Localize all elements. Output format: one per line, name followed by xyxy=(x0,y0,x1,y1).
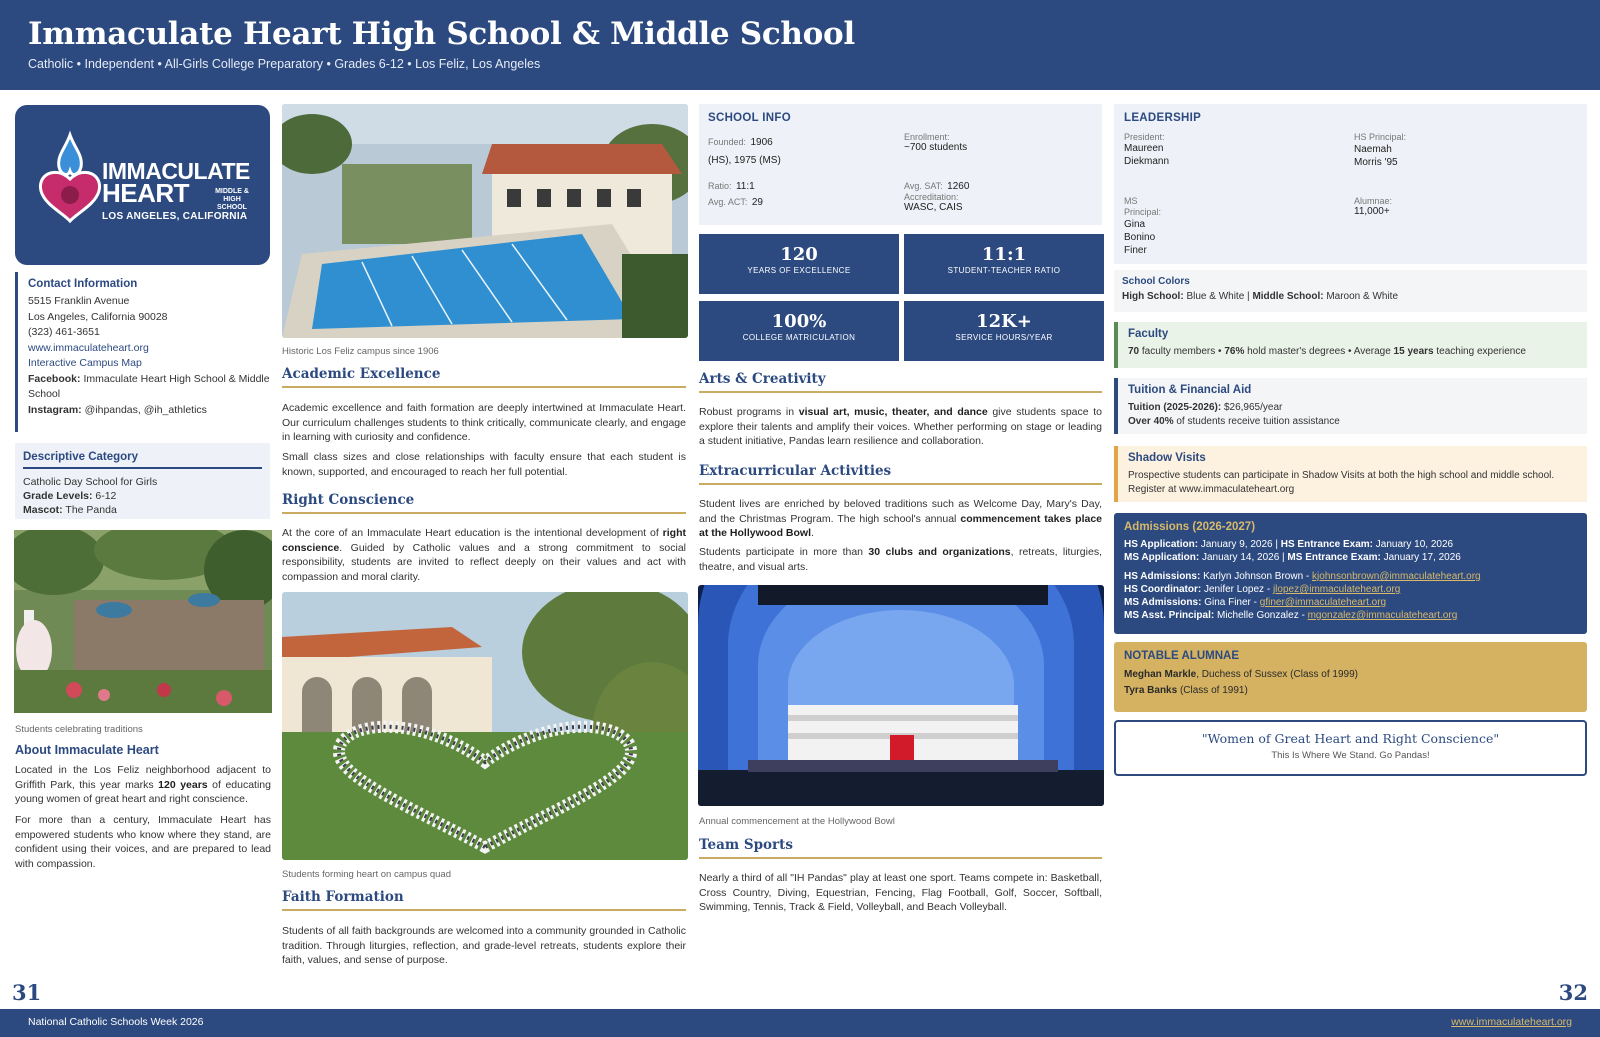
contact-email-1[interactable]: kjohnsonbrown@immaculateheart.org xyxy=(1312,571,1481,582)
contact-label-4: MS Asst. Principal: xyxy=(1124,610,1215,621)
tuition-value: $26,965/year xyxy=(1223,402,1283,413)
academic-paragraph-2: Small class sizes and close relationships with faculty ensure that each student is known, supported, and encouraged to reach her full potential. xyxy=(282,451,686,478)
arts-paragraph xyxy=(699,405,1102,449)
faculty-title: Faculty xyxy=(1128,328,1169,340)
ms-dates xyxy=(1124,551,1577,564)
hs-exam-label: HS Entrance Exam: xyxy=(1280,539,1374,550)
academic-paragraph-1: Academic excellence and faith formation are deeply intertwined at Immaculate Heart. Our curriculum challenges students to think critically, communicate clearly, and engage in learning with curiosity and confidence. xyxy=(282,402,686,443)
ms-principal-value: Gina Bonino Finer xyxy=(1124,219,1156,256)
contact-label-3: MS Admissions: xyxy=(1124,597,1202,608)
sat-label: Avg. SAT: xyxy=(904,181,943,191)
footer-website-link[interactable]: www.immaculateheart.org xyxy=(1451,1016,1572,1028)
address-line-1: 5515 Franklin Avenue xyxy=(28,295,130,307)
ms-exam-value: January 17, 2026 xyxy=(1383,552,1461,563)
school-logo xyxy=(15,105,270,265)
ms-admissions-contact xyxy=(1124,596,1577,609)
tuition-panel xyxy=(1114,378,1587,434)
academic-title: Academic Excellence xyxy=(282,366,686,388)
arts-text-a: Robust programs in xyxy=(699,406,799,418)
logo-city: LOS ANGELES, CALIFORNIA xyxy=(102,211,248,222)
campus-caption: Historic Los Feliz campus since 1906 xyxy=(282,346,439,357)
act-label: Avg. ACT: xyxy=(708,197,748,207)
faculty-years: 15 years xyxy=(1393,346,1434,357)
sports-paragraph: Nearly a third of all "IH Pandas" play at least one sport. Teams compete in: Basketball, Cross Country, Diving, Equestrian, Fencing, Flag Football, Golf, Soccer, Softball, Swimming, Tennis, Track & Field, Volleyball, and Beach Volleyball. xyxy=(699,872,1102,913)
tuition-line-1 xyxy=(1128,401,1577,415)
aid-label: Over 40% xyxy=(1128,415,1174,427)
contact-name-1: Karlyn Johnson Brown - xyxy=(1203,571,1313,582)
alumna-1 xyxy=(1124,667,1577,683)
founded-field xyxy=(708,132,798,168)
colors-ms-label: Middle School: xyxy=(1252,291,1324,302)
conscience-paragraph xyxy=(282,526,686,584)
school-colors-panel xyxy=(1114,270,1587,312)
alumnae-label: Alumnae: xyxy=(1354,196,1393,206)
accreditation-field xyxy=(904,192,963,213)
school-info-title: SCHOOL INFO xyxy=(708,112,791,124)
page-number-right: 32 xyxy=(1558,980,1588,1005)
enrollment-label: Enrollment: xyxy=(904,132,950,142)
logo-word-2: HEART xyxy=(102,178,190,208)
stat-ratio xyxy=(904,234,1104,294)
page-subtitle: Catholic • Independent • All-Girls College Preparatory • Grades 6-12 • Los Feliz, Los Angeles xyxy=(28,57,541,71)
stat-years xyxy=(699,234,899,294)
alumna-2 xyxy=(1124,683,1577,699)
heart-flame-icon xyxy=(35,127,105,227)
enrollment-value: ~700 students xyxy=(904,142,968,153)
tuition-line-2 xyxy=(1128,415,1577,429)
about-text-b: 120 years xyxy=(158,778,208,791)
about-title: About Immaculate Heart xyxy=(15,743,159,757)
grade-levels xyxy=(23,489,262,503)
motto-subline: This Is Where We Stand. Go Pandas! xyxy=(1271,750,1430,761)
hs-principal-label: HS Principal: xyxy=(1354,132,1407,142)
shadow-title: Shadow Visits xyxy=(1128,452,1206,464)
ms-principal-label: MS Principal: xyxy=(1124,196,1162,217)
arts-title: Arts & Creativity xyxy=(699,371,1102,393)
footer-bar xyxy=(0,1009,1600,1037)
mascot xyxy=(23,503,262,517)
extra2-text-c: , retreats, liturgies, theatre, and visual arts. xyxy=(699,546,1102,573)
hs-app-value: January 9, 2026 xyxy=(1200,539,1273,550)
contact-label-1: HS Admissions: xyxy=(1124,571,1201,582)
colors-title: School Colors xyxy=(1122,276,1190,287)
act-value: 29 xyxy=(751,197,763,208)
grades-value: 6-12 xyxy=(95,490,117,502)
faculty-text-f: teaching experience xyxy=(1433,346,1526,357)
faith-title: Faith Formation xyxy=(282,889,686,911)
alumnae-title: NOTABLE ALUMNAE xyxy=(1124,650,1239,662)
contact-title: Contact Information xyxy=(28,278,138,290)
contact-name-4: Michelle Gonzalez - xyxy=(1217,610,1308,621)
faculty-text-d: hold master's degrees • Average xyxy=(1244,346,1394,357)
conscience-text-c: . Guided by Catholic values and a strong commitment to social responsibility, students are invited to reflect deeply on their values and act with compassion and moral clarity. xyxy=(282,541,686,583)
motto-quote: "Women of Great Heart and Right Conscience" xyxy=(1201,731,1500,746)
alumna-1-detail: , Duchess of Sussex (Class of 1999) xyxy=(1196,669,1358,680)
enrollment-field xyxy=(904,132,1094,153)
hs-separator: | xyxy=(1275,539,1278,550)
colors-separator: | xyxy=(1247,291,1250,302)
president-value: Maureen Diekmann xyxy=(1124,143,1170,167)
logo-wordmark xyxy=(102,158,250,211)
leadership-title: LEADERSHIP xyxy=(1124,112,1202,124)
extra2-text-b: 30 clubs and organizations xyxy=(868,546,1011,558)
ratio-label: Ratio: xyxy=(708,181,732,191)
header-banner xyxy=(0,0,1600,90)
facebook-label: Facebook: xyxy=(28,372,81,385)
instagram-value: @ihpandas, @ih_athletics xyxy=(84,403,207,416)
logo-small-text: MIDDLE & HIGH SCHOOL xyxy=(215,188,249,211)
hs-admissions-contact xyxy=(1124,570,1577,583)
stat-years-label: YEARS OF EXCELLENCE xyxy=(747,266,851,275)
extra-text-b: commencement takes place at the Hollywood Bowl xyxy=(699,512,1103,539)
contact-label-2: HS Coordinator: xyxy=(1124,584,1202,595)
faculty-panel xyxy=(1114,322,1587,368)
hs-coordinator-contact xyxy=(1124,583,1577,596)
sat-value: 1260 xyxy=(947,181,970,192)
stat-service xyxy=(904,301,1104,361)
descriptive-category xyxy=(15,443,270,519)
extracurricular-paragraph-2 xyxy=(699,545,1102,574)
alumna-1-name: Meghan Markle xyxy=(1124,669,1197,680)
ms-app-label: MS Application: xyxy=(1124,552,1200,563)
president-label: President: xyxy=(1124,132,1165,142)
logo-word-1: IMMACULATE xyxy=(102,158,250,184)
contact-name-2: Jenifer Lopez - xyxy=(1204,584,1273,595)
tuition-title: Tuition & Financial Aid xyxy=(1128,384,1252,396)
stat-college-label: COLLEGE MATRICULATION xyxy=(742,333,856,342)
stat-years-number: 120 xyxy=(780,244,818,265)
faith-paragraph: Students of all faith backgrounds are welcomed into a community grounded in Catholic tradition. Through liturgies, reflection, and grade-level retreats, students explore their faith, values, and sense of purpose. xyxy=(282,925,686,966)
about-text-a: Located in the Los Feliz neighborhood adjacent to Griffith Park, this year marks xyxy=(15,764,271,791)
facebook-value: Immaculate Heart High School & Middle School xyxy=(28,372,270,400)
grades-label: Grade Levels: xyxy=(23,490,93,502)
phone-number: (323) 461-3651 xyxy=(28,326,100,338)
heart-formation-photo xyxy=(282,592,688,860)
contact-email-4[interactable]: mgonzalez@immaculateheart.org xyxy=(1307,610,1458,621)
category-title: Descriptive Category xyxy=(23,451,262,469)
about-text-c: of educating young women of great heart and right conscience. xyxy=(15,778,271,805)
hs-principal-value: Naemah Morris '95 xyxy=(1354,144,1398,168)
mascot-label: Mascot: xyxy=(23,504,63,516)
faculty-percent: 76% xyxy=(1224,346,1245,357)
stat-college xyxy=(699,301,899,361)
accreditation-label: Accreditation: xyxy=(904,192,959,202)
contact-email-3[interactable]: gfiner@immaculateheart.org xyxy=(1259,597,1387,608)
ms-app-value: January 14, 2026 xyxy=(1201,552,1280,563)
colors-ms-value: Maroon & White xyxy=(1326,291,1399,302)
extracurricular-paragraph-1 xyxy=(699,497,1102,541)
contact-email-2[interactable]: jlopez@immaculateheart.org xyxy=(1272,584,1401,595)
founded-label: Founded: xyxy=(708,137,747,147)
extracurricular-title: Extracurricular Activities xyxy=(699,463,1102,485)
shadow-visits-panel xyxy=(1114,446,1587,502)
alumnae-field xyxy=(1354,196,1392,217)
mascot-value: The Panda xyxy=(65,504,117,516)
website-link[interactable]: www.immaculateheart.org xyxy=(28,341,149,354)
ms-asst-principal-contact xyxy=(1124,609,1577,622)
bowl-caption: Annual commencement at the Hollywood Bowl xyxy=(699,816,895,827)
admissions-title: Admissions (2026-2027) xyxy=(1124,521,1256,533)
shadow-text: Prospective students can participate in Shadow Visits at both the high school and middle school. Register at www.immaculateheart.org xyxy=(1128,470,1555,495)
school-info-panel xyxy=(699,104,1102,225)
ms-separator: | xyxy=(1282,552,1285,563)
traditions-caption: Students celebrating traditions xyxy=(15,724,143,735)
colors-line xyxy=(1122,290,1579,304)
colors-hs-value: Blue & White xyxy=(1186,291,1245,302)
conscience-text-a: At the core of an Immaculate Heart education is the intentional development of xyxy=(282,527,663,539)
notable-alumnae-panel xyxy=(1114,642,1587,712)
stat-ratio-number: 11:1 xyxy=(981,244,1027,265)
about-paragraph-2: For more than a century, Immaculate Heart has empowered students who know where they stand, are confident using their voices, and are prepared to lead with compassion. xyxy=(15,814,271,870)
stat-service-number: 12K+ xyxy=(976,311,1032,332)
alumna-2-name: Tyra Banks xyxy=(1124,685,1178,696)
instagram-line xyxy=(28,403,270,419)
extra-text-c: . xyxy=(811,527,814,539)
campus-map-link[interactable]: Interactive Campus Map xyxy=(28,357,142,369)
about-paragraph-1 xyxy=(15,763,271,807)
colors-hs-label: High School: xyxy=(1122,291,1184,302)
ms-principal-field xyxy=(1124,196,1174,257)
stat-ratio-label: STUDENT-TEACHER RATIO xyxy=(947,266,1061,275)
alumna-2-detail: (Class of 1991) xyxy=(1177,685,1248,696)
heart-caption: Students forming heart on campus quad xyxy=(282,869,451,880)
conscience-text-b: right conscience xyxy=(282,527,686,554)
conscience-title: Right Conscience xyxy=(282,492,686,514)
accreditation-value: WASC, CAIS xyxy=(904,202,963,213)
ms-exam-label: MS Entrance Exam: xyxy=(1287,552,1381,563)
address-line-2: Los Angeles, California 90028 xyxy=(28,310,168,323)
arts-text-b: visual art, music, theater, and dance xyxy=(798,406,988,418)
extra-text-a: Student lives are enriched by beloved traditions such as Welcome Day, Mary's Day, and the Christmas Program. The high school's annual xyxy=(699,498,1102,525)
stat-service-label: SERVICE HOURS/YEAR xyxy=(955,333,1053,342)
page-number-left: 31 xyxy=(12,980,42,1005)
act-field xyxy=(708,192,763,210)
aid-value: of students receive tuition assistance xyxy=(1176,415,1340,427)
contact-name-3: Gina Finer - xyxy=(1204,597,1260,608)
instagram-label: Instagram: xyxy=(28,403,82,416)
extra2-text-a: Students participate in more than xyxy=(699,546,869,558)
leadership-panel xyxy=(1114,104,1587,264)
page-title: Immaculate Heart High School & Middle School xyxy=(28,16,855,52)
contact-information xyxy=(15,272,270,432)
category-type: Catholic Day School for Girls xyxy=(23,476,158,488)
footer-event: National Catholic Schools Week 2026 xyxy=(28,1016,204,1028)
arts-text-c: give students space to explore their talents and amplify their voices. Whether performing on stage or leading a student initiative, Pandas learn resilience and collaboration. xyxy=(699,406,1102,447)
facebook-line xyxy=(28,372,270,403)
hollywood-bowl-photo xyxy=(698,585,1104,806)
alumnae-value: 11,000+ xyxy=(1354,206,1390,217)
traditions-photo xyxy=(14,530,272,713)
stat-college-number: 100% xyxy=(771,311,827,332)
hs-principal-field xyxy=(1354,132,1414,169)
president-field xyxy=(1124,132,1184,168)
hs-exam-value: January 10, 2026 xyxy=(1375,539,1454,550)
hs-app-label: HS Application: xyxy=(1124,539,1199,550)
faculty-line xyxy=(1128,345,1577,359)
admissions-panel xyxy=(1114,513,1587,634)
campus-pool-photo xyxy=(282,104,688,338)
hs-dates xyxy=(1124,538,1577,551)
motto-quote-panel xyxy=(1114,720,1587,776)
founded-value: 1906 (HS), 1975 (MS) xyxy=(708,137,781,166)
sports-title: Team Sports xyxy=(699,837,1102,859)
faculty-text-b: faculty members • xyxy=(1139,346,1225,357)
faculty-count: 70 xyxy=(1128,346,1140,357)
tuition-label: Tuition (2025-2026): xyxy=(1128,402,1222,413)
ratio-value: 11:1 xyxy=(735,181,755,192)
